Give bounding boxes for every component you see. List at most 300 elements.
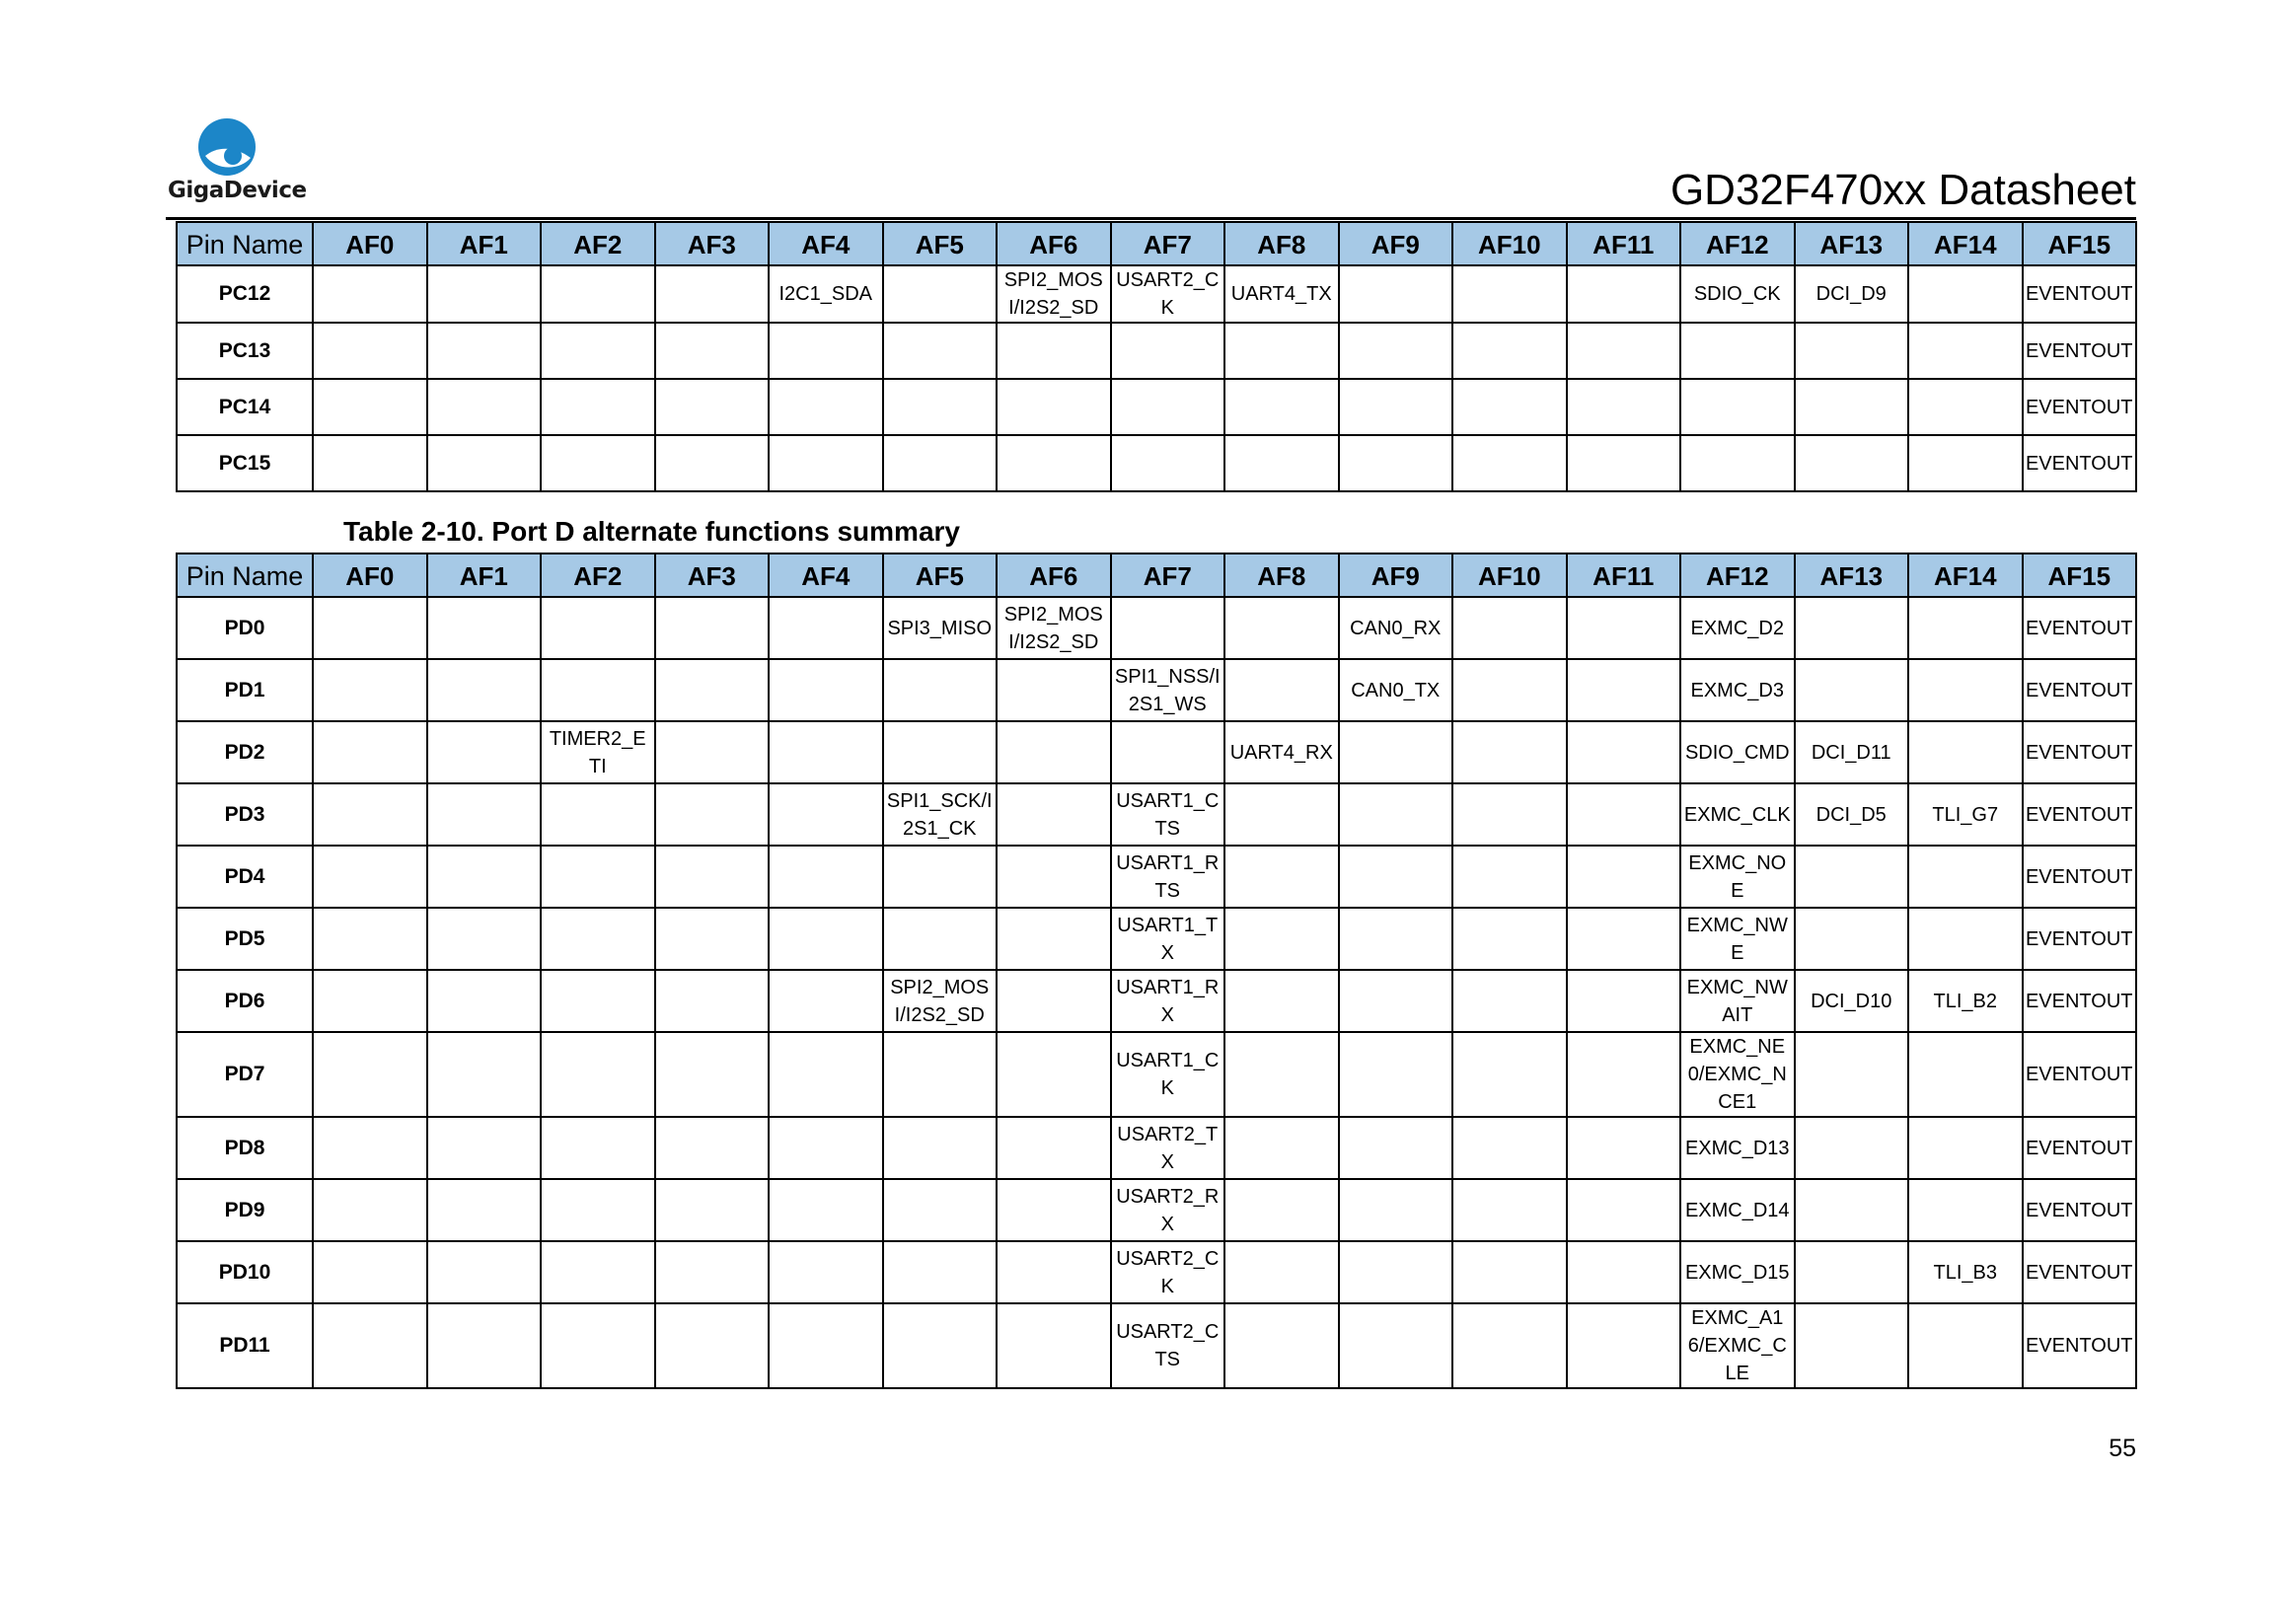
column-header-af4: AF4 bbox=[769, 554, 883, 597]
af0-cell bbox=[313, 721, 427, 783]
table-header-row bbox=[177, 554, 2136, 597]
pin-name-cell: PD11 bbox=[177, 1303, 313, 1388]
af11-cell bbox=[1567, 265, 1681, 323]
af6-cell bbox=[997, 1241, 1111, 1303]
column-header-af9: AF9 bbox=[1339, 554, 1453, 597]
af9-cell bbox=[1339, 1032, 1453, 1117]
af6-cell bbox=[997, 435, 1111, 491]
af1-cell bbox=[427, 1241, 542, 1303]
af15-cell: EVENTOUT bbox=[2023, 908, 2137, 970]
af0-cell bbox=[313, 1032, 427, 1117]
af15-cell: EVENTOUT bbox=[2023, 1241, 2137, 1303]
af15-cell: EVENTOUT bbox=[2023, 379, 2137, 435]
af1-cell bbox=[427, 659, 542, 721]
af9-cell bbox=[1339, 435, 1453, 491]
af8-cell bbox=[1224, 323, 1339, 379]
af1-cell bbox=[427, 435, 542, 491]
af3-cell bbox=[655, 435, 770, 491]
af11-cell bbox=[1567, 721, 1681, 783]
af10-cell bbox=[1452, 323, 1567, 379]
af2-cell bbox=[541, 970, 655, 1032]
af6-cell: SPI2_MOSI/I2S2_SD bbox=[997, 597, 1111, 659]
af0-cell bbox=[313, 1303, 427, 1388]
af5-cell: SPI3_MISO bbox=[883, 597, 998, 659]
port-c-af-table bbox=[176, 221, 2137, 492]
af11-cell bbox=[1567, 1303, 1681, 1388]
af7-cell bbox=[1111, 597, 1225, 659]
af5-cell bbox=[883, 908, 998, 970]
af8-cell bbox=[1224, 1241, 1339, 1303]
af15-cell: EVENTOUT bbox=[2023, 659, 2137, 721]
af13-cell bbox=[1795, 1303, 1909, 1388]
af2-cell bbox=[541, 323, 655, 379]
table-row bbox=[177, 721, 2136, 783]
af3-cell bbox=[655, 846, 770, 908]
af10-cell bbox=[1452, 659, 1567, 721]
af12-cell: EXMC_A16/EXMC_CLE bbox=[1680, 1303, 1795, 1388]
af2-cell bbox=[541, 1179, 655, 1241]
af8-cell bbox=[1224, 379, 1339, 435]
column-header-af5: AF5 bbox=[883, 554, 998, 597]
af2-cell bbox=[541, 783, 655, 846]
pin-name-cell: PD1 bbox=[177, 659, 313, 721]
af12-cell: EXMC_D3 bbox=[1680, 659, 1795, 721]
af11-cell bbox=[1567, 970, 1681, 1032]
af4-cell bbox=[769, 970, 883, 1032]
af15-cell: EVENTOUT bbox=[2023, 783, 2137, 846]
af8-cell: UART4_TX bbox=[1224, 265, 1339, 323]
af13-cell: DCI_D10 bbox=[1795, 970, 1909, 1032]
af3-cell bbox=[655, 1032, 770, 1117]
af7-cell: SPI1_NSS/I2S1_WS bbox=[1111, 659, 1225, 721]
af0-cell bbox=[313, 659, 427, 721]
af1-cell bbox=[427, 1032, 542, 1117]
af13-cell bbox=[1795, 1179, 1909, 1241]
af7-cell bbox=[1111, 721, 1225, 783]
af15-cell: EVENTOUT bbox=[2023, 435, 2137, 491]
af6-cell: SPI2_MOSI/I2S2_SD bbox=[997, 265, 1111, 323]
af7-cell: USART2_CK bbox=[1111, 1241, 1225, 1303]
af11-cell bbox=[1567, 435, 1681, 491]
af15-cell: EVENTOUT bbox=[2023, 597, 2137, 659]
table-row bbox=[177, 659, 2136, 721]
af4-cell bbox=[769, 908, 883, 970]
af7-cell: USART1_CK bbox=[1111, 1032, 1225, 1117]
af8-cell bbox=[1224, 783, 1339, 846]
af13-cell bbox=[1795, 659, 1909, 721]
af7-cell: USART2_RX bbox=[1111, 1179, 1225, 1241]
af3-cell bbox=[655, 379, 770, 435]
af1-cell bbox=[427, 783, 542, 846]
af5-cell bbox=[883, 1179, 998, 1241]
af9-cell: CAN0_TX bbox=[1339, 659, 1453, 721]
af7-cell bbox=[1111, 435, 1225, 491]
pin-name-cell: PD6 bbox=[177, 970, 313, 1032]
column-header-af6: AF6 bbox=[997, 554, 1111, 597]
af10-cell bbox=[1452, 265, 1567, 323]
af6-cell bbox=[997, 1117, 1111, 1179]
af2-cell bbox=[541, 1032, 655, 1117]
af7-cell: USART1_RTS bbox=[1111, 846, 1225, 908]
af5-cell: SPI1_SCK/I2S1_CK bbox=[883, 783, 998, 846]
af10-cell bbox=[1452, 597, 1567, 659]
af13-cell: DCI_D9 bbox=[1795, 265, 1909, 323]
af9-cell bbox=[1339, 908, 1453, 970]
table-row bbox=[177, 1303, 2136, 1388]
af7-cell: USART2_CTS bbox=[1111, 1303, 1225, 1388]
pin-name-cell: PC15 bbox=[177, 435, 313, 491]
af14-cell bbox=[1908, 1179, 2023, 1241]
af1-cell bbox=[427, 323, 542, 379]
af14-cell: TLI_B3 bbox=[1908, 1241, 2023, 1303]
pin-name-cell: PC12 bbox=[177, 265, 313, 323]
af2-cell bbox=[541, 846, 655, 908]
column-header-af0: AF0 bbox=[313, 554, 427, 597]
af1-cell bbox=[427, 265, 542, 323]
af13-cell: DCI_D11 bbox=[1795, 721, 1909, 783]
af12-cell: EXMC_D15 bbox=[1680, 1241, 1795, 1303]
column-header-af15: AF15 bbox=[2023, 222, 2137, 265]
af11-cell bbox=[1567, 659, 1681, 721]
af12-cell: SDIO_CMD bbox=[1680, 721, 1795, 783]
af5-cell bbox=[883, 721, 998, 783]
af5-cell bbox=[883, 1117, 998, 1179]
gigadevice-logo-icon bbox=[195, 116, 259, 178]
af0-cell bbox=[313, 846, 427, 908]
af9-cell bbox=[1339, 846, 1453, 908]
pin-name-cell: PD9 bbox=[177, 1179, 313, 1241]
af5-cell bbox=[883, 435, 998, 491]
af2-cell bbox=[541, 1303, 655, 1388]
af13-cell: DCI_D5 bbox=[1795, 783, 1909, 846]
af5-cell bbox=[883, 265, 998, 323]
af9-cell bbox=[1339, 1117, 1453, 1179]
column-header-af3: AF3 bbox=[655, 222, 770, 265]
af0-cell bbox=[313, 597, 427, 659]
af5-cell bbox=[883, 1241, 998, 1303]
table-header-row bbox=[177, 222, 2136, 265]
af14-cell bbox=[1908, 379, 2023, 435]
table-caption: Table 2-10. Port D alternate functions summary bbox=[343, 516, 960, 547]
af11-cell bbox=[1567, 783, 1681, 846]
af7-cell bbox=[1111, 379, 1225, 435]
af1-cell bbox=[427, 970, 542, 1032]
af3-cell bbox=[655, 265, 770, 323]
af8-cell bbox=[1224, 597, 1339, 659]
af6-cell bbox=[997, 1303, 1111, 1388]
af14-cell bbox=[1908, 1303, 2023, 1388]
af7-cell bbox=[1111, 323, 1225, 379]
af11-cell bbox=[1567, 379, 1681, 435]
af3-cell bbox=[655, 1241, 770, 1303]
af4-cell bbox=[769, 323, 883, 379]
af3-cell bbox=[655, 1179, 770, 1241]
af9-cell bbox=[1339, 970, 1453, 1032]
af3-cell bbox=[655, 659, 770, 721]
af2-cell bbox=[541, 265, 655, 323]
af10-cell bbox=[1452, 1179, 1567, 1241]
af14-cell bbox=[1908, 721, 2023, 783]
column-header-af10: AF10 bbox=[1452, 222, 1567, 265]
af15-cell: EVENTOUT bbox=[2023, 1303, 2137, 1388]
af9-cell bbox=[1339, 265, 1453, 323]
af8-cell bbox=[1224, 1303, 1339, 1388]
af10-cell bbox=[1452, 379, 1567, 435]
af14-cell: TLI_G7 bbox=[1908, 783, 2023, 846]
af6-cell bbox=[997, 908, 1111, 970]
table-row bbox=[177, 379, 2136, 435]
af1-cell bbox=[427, 721, 542, 783]
af9-cell bbox=[1339, 1179, 1453, 1241]
af2-cell: TIMER2_ETI bbox=[541, 721, 655, 783]
af12-cell: EXMC_NOE bbox=[1680, 846, 1795, 908]
af1-cell bbox=[427, 597, 542, 659]
column-header-af0: AF0 bbox=[313, 222, 427, 265]
af14-cell: TLI_B2 bbox=[1908, 970, 2023, 1032]
af3-cell bbox=[655, 908, 770, 970]
af0-cell bbox=[313, 323, 427, 379]
af0-cell bbox=[313, 379, 427, 435]
af10-cell bbox=[1452, 721, 1567, 783]
af5-cell bbox=[883, 1303, 998, 1388]
af10-cell bbox=[1452, 1032, 1567, 1117]
af10-cell bbox=[1452, 1241, 1567, 1303]
af14-cell bbox=[1908, 1117, 2023, 1179]
af0-cell bbox=[313, 783, 427, 846]
af13-cell bbox=[1795, 1241, 1909, 1303]
af15-cell: EVENTOUT bbox=[2023, 970, 2137, 1032]
af4-cell bbox=[769, 1241, 883, 1303]
af12-cell: EXMC_D14 bbox=[1680, 1179, 1795, 1241]
af5-cell: SPI2_MOSI/I2S2_SD bbox=[883, 970, 998, 1032]
af4-cell bbox=[769, 1032, 883, 1117]
column-header-pin-name: Pin Name bbox=[177, 222, 313, 265]
af1-cell bbox=[427, 846, 542, 908]
af2-cell bbox=[541, 1117, 655, 1179]
af4-cell bbox=[769, 1179, 883, 1241]
af1-cell bbox=[427, 908, 542, 970]
af13-cell bbox=[1795, 908, 1909, 970]
af5-cell bbox=[883, 323, 998, 379]
af14-cell bbox=[1908, 265, 2023, 323]
af2-cell bbox=[541, 379, 655, 435]
table-row bbox=[177, 846, 2136, 908]
column-header-af11: AF11 bbox=[1567, 554, 1681, 597]
af12-cell: EXMC_CLK bbox=[1680, 783, 1795, 846]
af10-cell bbox=[1452, 1117, 1567, 1179]
af8-cell bbox=[1224, 1179, 1339, 1241]
af2-cell bbox=[541, 597, 655, 659]
column-header-af14: AF14 bbox=[1908, 222, 2023, 265]
af5-cell bbox=[883, 1032, 998, 1117]
column-header-af14: AF14 bbox=[1908, 554, 2023, 597]
af14-cell bbox=[1908, 846, 2023, 908]
af8-cell bbox=[1224, 970, 1339, 1032]
pin-name-cell: PC14 bbox=[177, 379, 313, 435]
af7-cell: USART2_CK bbox=[1111, 265, 1225, 323]
column-header-af15: AF15 bbox=[2023, 554, 2137, 597]
pin-name-cell: PD0 bbox=[177, 597, 313, 659]
column-header-af13: AF13 bbox=[1795, 222, 1909, 265]
column-header-af3: AF3 bbox=[655, 554, 770, 597]
af6-cell bbox=[997, 783, 1111, 846]
table-row bbox=[177, 597, 2136, 659]
af8-cell: UART4_RX bbox=[1224, 721, 1339, 783]
column-header-af1: AF1 bbox=[427, 554, 542, 597]
af8-cell bbox=[1224, 1032, 1339, 1117]
af15-cell: EVENTOUT bbox=[2023, 846, 2137, 908]
af9-cell bbox=[1339, 1241, 1453, 1303]
af10-cell bbox=[1452, 435, 1567, 491]
af2-cell bbox=[541, 1241, 655, 1303]
af2-cell bbox=[541, 659, 655, 721]
af3-cell bbox=[655, 970, 770, 1032]
column-header-af4: AF4 bbox=[769, 222, 883, 265]
af1-cell bbox=[427, 1303, 542, 1388]
column-header-af8: AF8 bbox=[1224, 222, 1339, 265]
af3-cell bbox=[655, 597, 770, 659]
af3-cell bbox=[655, 1117, 770, 1179]
af13-cell bbox=[1795, 597, 1909, 659]
af13-cell bbox=[1795, 435, 1909, 491]
af7-cell: USART1_TX bbox=[1111, 908, 1225, 970]
af13-cell bbox=[1795, 379, 1909, 435]
af13-cell bbox=[1795, 846, 1909, 908]
af5-cell bbox=[883, 846, 998, 908]
af9-cell bbox=[1339, 1303, 1453, 1388]
af14-cell bbox=[1908, 597, 2023, 659]
af6-cell bbox=[997, 1032, 1111, 1117]
af4-cell bbox=[769, 435, 883, 491]
af15-cell: EVENTOUT bbox=[2023, 721, 2137, 783]
table-row bbox=[177, 908, 2136, 970]
af15-cell: EVENTOUT bbox=[2023, 265, 2137, 323]
pin-name-cell: PC13 bbox=[177, 323, 313, 379]
af5-cell bbox=[883, 659, 998, 721]
column-header-af12: AF12 bbox=[1680, 554, 1795, 597]
af0-cell bbox=[313, 908, 427, 970]
table-row bbox=[177, 1117, 2136, 1179]
pin-name-cell: PD10 bbox=[177, 1241, 313, 1303]
column-header-af7: AF7 bbox=[1111, 554, 1225, 597]
af11-cell bbox=[1567, 1032, 1681, 1117]
af5-cell bbox=[883, 379, 998, 435]
af10-cell bbox=[1452, 1303, 1567, 1388]
af14-cell bbox=[1908, 908, 2023, 970]
af4-cell bbox=[769, 1117, 883, 1179]
column-header-af2: AF2 bbox=[541, 222, 655, 265]
af6-cell bbox=[997, 1179, 1111, 1241]
af10-cell bbox=[1452, 846, 1567, 908]
port-d-af-table bbox=[176, 553, 2137, 1389]
column-header-af1: AF1 bbox=[427, 222, 542, 265]
af6-cell bbox=[997, 323, 1111, 379]
af11-cell bbox=[1567, 846, 1681, 908]
af4-cell bbox=[769, 379, 883, 435]
af6-cell bbox=[997, 721, 1111, 783]
af1-cell bbox=[427, 379, 542, 435]
af9-cell bbox=[1339, 721, 1453, 783]
header-divider bbox=[166, 217, 2136, 220]
af4-cell: I2C1_SDA bbox=[769, 265, 883, 323]
af9-cell bbox=[1339, 379, 1453, 435]
af0-cell bbox=[313, 1179, 427, 1241]
af11-cell bbox=[1567, 323, 1681, 379]
page-number: 55 bbox=[2109, 1435, 2136, 1462]
af8-cell bbox=[1224, 435, 1339, 491]
af8-cell bbox=[1224, 659, 1339, 721]
af10-cell bbox=[1452, 970, 1567, 1032]
column-header-af8: AF8 bbox=[1224, 554, 1339, 597]
af13-cell bbox=[1795, 1117, 1909, 1179]
table-row bbox=[177, 323, 2136, 379]
af11-cell bbox=[1567, 1179, 1681, 1241]
af12-cell: SDIO_CK bbox=[1680, 265, 1795, 323]
af4-cell bbox=[769, 721, 883, 783]
af6-cell bbox=[997, 846, 1111, 908]
af0-cell bbox=[313, 1117, 427, 1179]
af9-cell bbox=[1339, 783, 1453, 846]
pin-name-cell: PD8 bbox=[177, 1117, 313, 1179]
af10-cell bbox=[1452, 783, 1567, 846]
af1-cell bbox=[427, 1179, 542, 1241]
af6-cell bbox=[997, 379, 1111, 435]
af3-cell bbox=[655, 1303, 770, 1388]
af0-cell bbox=[313, 435, 427, 491]
column-header-af11: AF11 bbox=[1567, 222, 1681, 265]
af12-cell bbox=[1680, 379, 1795, 435]
af3-cell bbox=[655, 783, 770, 846]
af12-cell: EXMC_D13 bbox=[1680, 1117, 1795, 1179]
af14-cell bbox=[1908, 323, 2023, 379]
af12-cell bbox=[1680, 323, 1795, 379]
table-row bbox=[177, 1032, 2136, 1117]
af0-cell bbox=[313, 970, 427, 1032]
af4-cell bbox=[769, 659, 883, 721]
logo-text: GigaDevice bbox=[168, 178, 307, 203]
af11-cell bbox=[1567, 908, 1681, 970]
af14-cell bbox=[1908, 1032, 2023, 1117]
af6-cell bbox=[997, 659, 1111, 721]
af4-cell bbox=[769, 783, 883, 846]
column-header-af10: AF10 bbox=[1452, 554, 1567, 597]
af11-cell bbox=[1567, 1117, 1681, 1179]
af6-cell bbox=[997, 970, 1111, 1032]
table-row bbox=[177, 1241, 2136, 1303]
table-row bbox=[177, 970, 2136, 1032]
table-row bbox=[177, 783, 2136, 846]
column-header-af5: AF5 bbox=[883, 222, 998, 265]
pin-name-cell: PD3 bbox=[177, 783, 313, 846]
gigadevice-logo bbox=[168, 116, 307, 215]
af2-cell bbox=[541, 908, 655, 970]
af12-cell bbox=[1680, 435, 1795, 491]
af12-cell: EXMC_NWE bbox=[1680, 908, 1795, 970]
af4-cell bbox=[769, 597, 883, 659]
af0-cell bbox=[313, 1241, 427, 1303]
af14-cell bbox=[1908, 659, 2023, 721]
column-header-af6: AF6 bbox=[997, 222, 1111, 265]
af13-cell bbox=[1795, 1032, 1909, 1117]
column-header-af12: AF12 bbox=[1680, 222, 1795, 265]
af7-cell: USART1_RX bbox=[1111, 970, 1225, 1032]
document-title: GD32F470xx Datasheet bbox=[1669, 166, 2136, 214]
af9-cell bbox=[1339, 323, 1453, 379]
af7-cell: USART1_CTS bbox=[1111, 783, 1225, 846]
column-header-af7: AF7 bbox=[1111, 222, 1225, 265]
column-header-pin-name: Pin Name bbox=[177, 554, 313, 597]
af11-cell bbox=[1567, 597, 1681, 659]
